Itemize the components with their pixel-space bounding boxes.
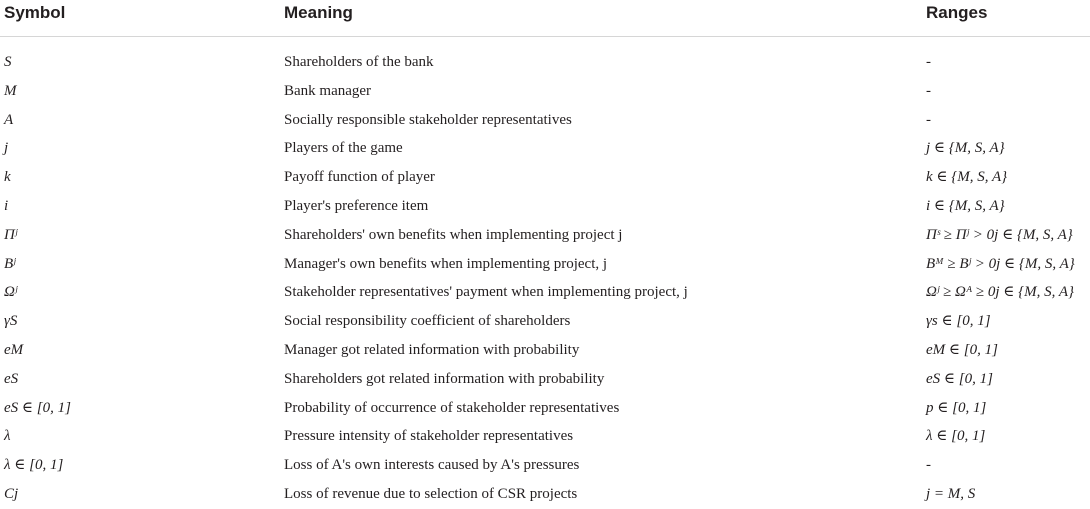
table-row bbox=[0, 394, 1090, 423]
range-cell: λ ∈ [0, 1] bbox=[926, 428, 986, 445]
table-header bbox=[0, 0, 1090, 37]
meaning-cell: Social responsibility coefficient of shareholders bbox=[284, 313, 571, 330]
table-row bbox=[0, 48, 1090, 77]
table-row bbox=[0, 192, 1090, 221]
meaning-cell: Players of the game bbox=[284, 140, 403, 157]
symbol-cell: j bbox=[4, 140, 9, 157]
range-cell: Bᴹ ≥ Bʲ > 0j ∈ {M, S, A} bbox=[926, 255, 1075, 272]
symbol-cell: A bbox=[4, 111, 14, 128]
range-cell: j ∈ {M, S, A} bbox=[926, 140, 1005, 157]
table-body bbox=[0, 48, 1090, 509]
table-row bbox=[0, 278, 1090, 307]
range-cell: γs ∈ [0, 1] bbox=[926, 313, 991, 330]
table-row bbox=[0, 77, 1090, 106]
range-cell: eS ∈ [0, 1] bbox=[926, 370, 993, 387]
symbol-cell: eM bbox=[4, 341, 24, 358]
range-cell: Ωʲ ≥ Ωᴬ ≥ 0j ∈ {M, S, A} bbox=[926, 284, 1075, 301]
meaning-cell: Shareholders of the bank bbox=[284, 54, 434, 70]
meaning-cell: Bank manager bbox=[284, 82, 372, 99]
table-row bbox=[0, 451, 1090, 480]
header-meaning: Meaning bbox=[284, 3, 353, 22]
meaning-cell: Player's preference item bbox=[284, 197, 429, 214]
header-symbol: Symbol bbox=[4, 3, 66, 22]
table-row bbox=[0, 106, 1090, 135]
meaning-cell: Shareholders' own benefits when implementing project j bbox=[284, 226, 623, 243]
symbol-cell: S bbox=[4, 54, 12, 70]
meaning-cell: Pressure intensity of stakeholder representatives bbox=[284, 428, 574, 445]
symbol-cell: λ ∈ [0, 1] bbox=[4, 457, 64, 474]
meaning-cell: Socially responsible stakeholder representatives bbox=[284, 111, 572, 128]
meaning-cell: Payoff function of player bbox=[284, 169, 435, 186]
range-cell: - bbox=[926, 82, 931, 99]
meaning-cell: Probability of occurrence of stakeholder representatives bbox=[284, 399, 620, 416]
symbol-cell: λ bbox=[4, 428, 11, 445]
symbol-cell: eS ∈ [0, 1] bbox=[4, 399, 71, 416]
table-row bbox=[0, 134, 1090, 163]
symbol-cell: Πʲ bbox=[4, 226, 18, 243]
table-row bbox=[0, 365, 1090, 394]
table-row bbox=[0, 221, 1090, 250]
symbol-cell: Ωʲ bbox=[4, 284, 18, 301]
symbol-cell: eS bbox=[4, 370, 19, 387]
meaning-cell: Shareholders got related information with probability bbox=[284, 370, 605, 387]
header-ranges: Ranges bbox=[926, 3, 988, 22]
meaning-cell: Stakeholder representatives' payment when implementing project, j bbox=[284, 284, 688, 301]
meaning-cell: Loss of revenue due to selection of CSR projects bbox=[284, 485, 578, 502]
range-cell: j = M, S bbox=[926, 485, 976, 502]
table-row bbox=[0, 250, 1090, 279]
symbol-cell: Bʲ bbox=[4, 255, 16, 272]
range-cell: k ∈ {M, S, A} bbox=[926, 169, 1008, 186]
range-cell: eM ∈ [0, 1] bbox=[926, 341, 998, 358]
symbol-cell: M bbox=[4, 82, 17, 99]
symbol-cell: i bbox=[4, 197, 9, 214]
table-row bbox=[0, 336, 1090, 365]
meaning-cell: Manager's own benefits when implementing project, j bbox=[284, 255, 608, 272]
range-cell: p ∈ [0, 1] bbox=[926, 399, 987, 416]
range-cell: i ∈ {M, S, A} bbox=[926, 197, 1005, 214]
range-cell: - bbox=[926, 457, 931, 474]
range-cell: - bbox=[926, 54, 931, 70]
symbol-cell: Cj bbox=[4, 485, 19, 502]
symbol-cell: k bbox=[4, 169, 11, 186]
table-row bbox=[0, 480, 1090, 509]
range-cell: Πˢ ≥ Πʲ > 0j ∈ {M, S, A} bbox=[926, 226, 1073, 243]
meaning-cell: Loss of A's own interests caused by A's pressures bbox=[284, 457, 580, 474]
table-row bbox=[0, 163, 1090, 192]
table-row bbox=[0, 422, 1090, 451]
table-row bbox=[0, 307, 1090, 336]
range-cell: - bbox=[926, 111, 931, 128]
symbol-cell: γS bbox=[4, 313, 18, 330]
meaning-cell: Manager got related information with probability bbox=[284, 341, 580, 358]
